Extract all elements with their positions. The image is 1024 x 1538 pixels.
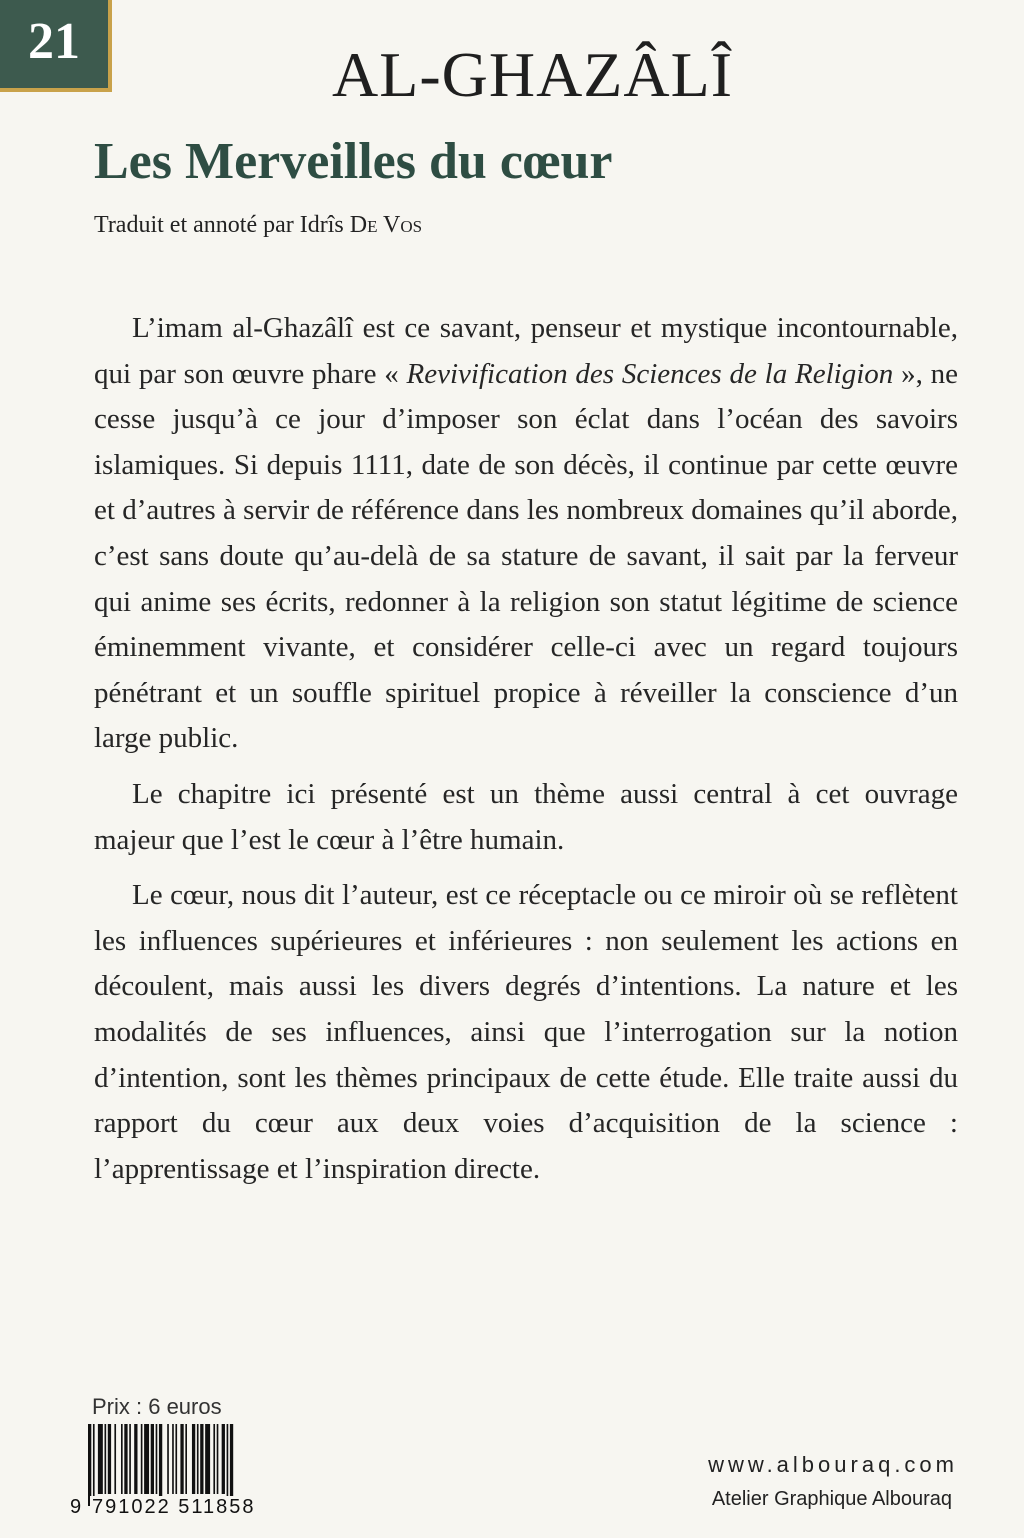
barcode-bar bbox=[98, 1424, 103, 1494]
barcode-bar bbox=[230, 1424, 233, 1506]
publisher-website: www.albouraq.com bbox=[708, 1452, 958, 1477]
barcode-bar bbox=[144, 1424, 149, 1494]
publisher-atelier: Atelier Graphique Albouraq bbox=[711, 1488, 952, 1510]
blurb-p1-end: », ne cesse jusqu’à ce jour d’imposer son éclat dans l’océan des savoirs islamiques. Si depuis 1111, date de son décès, il continue par cette œuvre et d’autres à servir de référence dans les nombreux domaines qu’il aborde, c’est sans doute qu’au-delà de sa stature de savant, il sait par la ferveur qui anime ses écrits, redonner à la religion son statut légitime de science éminemment vivante, et considérer celle-ci avec un regard toujours pénétrant et un souffle spirituel propice à réveiller la conscience d’un large public. bbox=[94, 357, 958, 755]
barcode-bar bbox=[175, 1424, 177, 1494]
barcode-bar bbox=[227, 1424, 229, 1506]
barcode-bar bbox=[124, 1424, 127, 1494]
translator-prefix: Traduit et annoté par Idrîs bbox=[94, 212, 350, 238]
blurb-p1-start: L’imam al-Ghazâlî est ce savant, penseur et mystique incontournable, qui par son œuvre phare « bbox=[94, 312, 958, 390]
isbn-barcode bbox=[70, 1424, 284, 1524]
barcode-bar bbox=[185, 1424, 187, 1494]
translator-surname: De Vos bbox=[349, 212, 423, 238]
series-number-badge bbox=[0, 0, 112, 92]
barcode-bar bbox=[108, 1424, 111, 1494]
barcode-bar bbox=[121, 1424, 123, 1494]
barcode-bar bbox=[192, 1424, 195, 1494]
barcode-bar bbox=[222, 1424, 225, 1494]
author-name: AL-GHAZÂLÎ bbox=[332, 39, 733, 110]
book-title: Les Merveilles du cœur bbox=[94, 133, 613, 190]
series-number: 21 bbox=[28, 12, 80, 70]
barcode-bar bbox=[141, 1424, 143, 1494]
barcode-bar bbox=[105, 1424, 107, 1494]
barcode-bar bbox=[180, 1424, 183, 1494]
barcode-bar bbox=[156, 1424, 158, 1494]
barcode-bar bbox=[134, 1424, 137, 1494]
translator-credit bbox=[94, 212, 422, 239]
blurb-paragraph-1 bbox=[94, 306, 958, 762]
price-label: Prix : 6 euros bbox=[92, 1394, 222, 1419]
barcode-lead-digit: 9 bbox=[70, 1496, 82, 1518]
barcode-bar bbox=[213, 1424, 215, 1494]
barcode-bar bbox=[93, 1424, 95, 1506]
blurb-paragraph-2: Le chapitre ici présenté est un thème aussi central à cet ouvrage majeur que l’est le cœur à l’être humain. bbox=[94, 777, 958, 856]
barcode-bar bbox=[114, 1424, 116, 1494]
barcode-bar bbox=[151, 1424, 154, 1494]
blurb-paragraph-3: Le cœur, nous dit l’auteur, est ce réceptacle ou ce miroir où se reflètent les influences supérieures et inférieures : non seulement les actions en découlent, mais aussi les divers degrés d’intentions. La nature et les modalités de ses influences, ainsi que l’interrogation sur la notion d’intention, sont les thèmes principaux de cette étude. Elle traite aussi du rapport du cœur aux deux voies d’acquisition de la science : l’apprentissage et l’inspiration directe. bbox=[94, 879, 958, 1185]
barcode-bar bbox=[197, 1424, 199, 1494]
work-title-italic: Revivification des Sciences de la Religion bbox=[406, 357, 894, 390]
barcode-bar bbox=[172, 1424, 174, 1494]
barcode-bar bbox=[129, 1424, 131, 1494]
barcode-digits: 791022 511858 bbox=[92, 1496, 256, 1518]
barcode-bar bbox=[200, 1424, 203, 1494]
barcode-bar bbox=[88, 1424, 91, 1506]
barcode-bar bbox=[217, 1424, 219, 1494]
barcode-bar bbox=[205, 1424, 210, 1494]
barcode-bars bbox=[88, 1424, 282, 1506]
barcode-bar bbox=[167, 1424, 169, 1494]
barcode-bar bbox=[159, 1424, 162, 1506]
back-cover-blurb bbox=[94, 306, 958, 1202]
